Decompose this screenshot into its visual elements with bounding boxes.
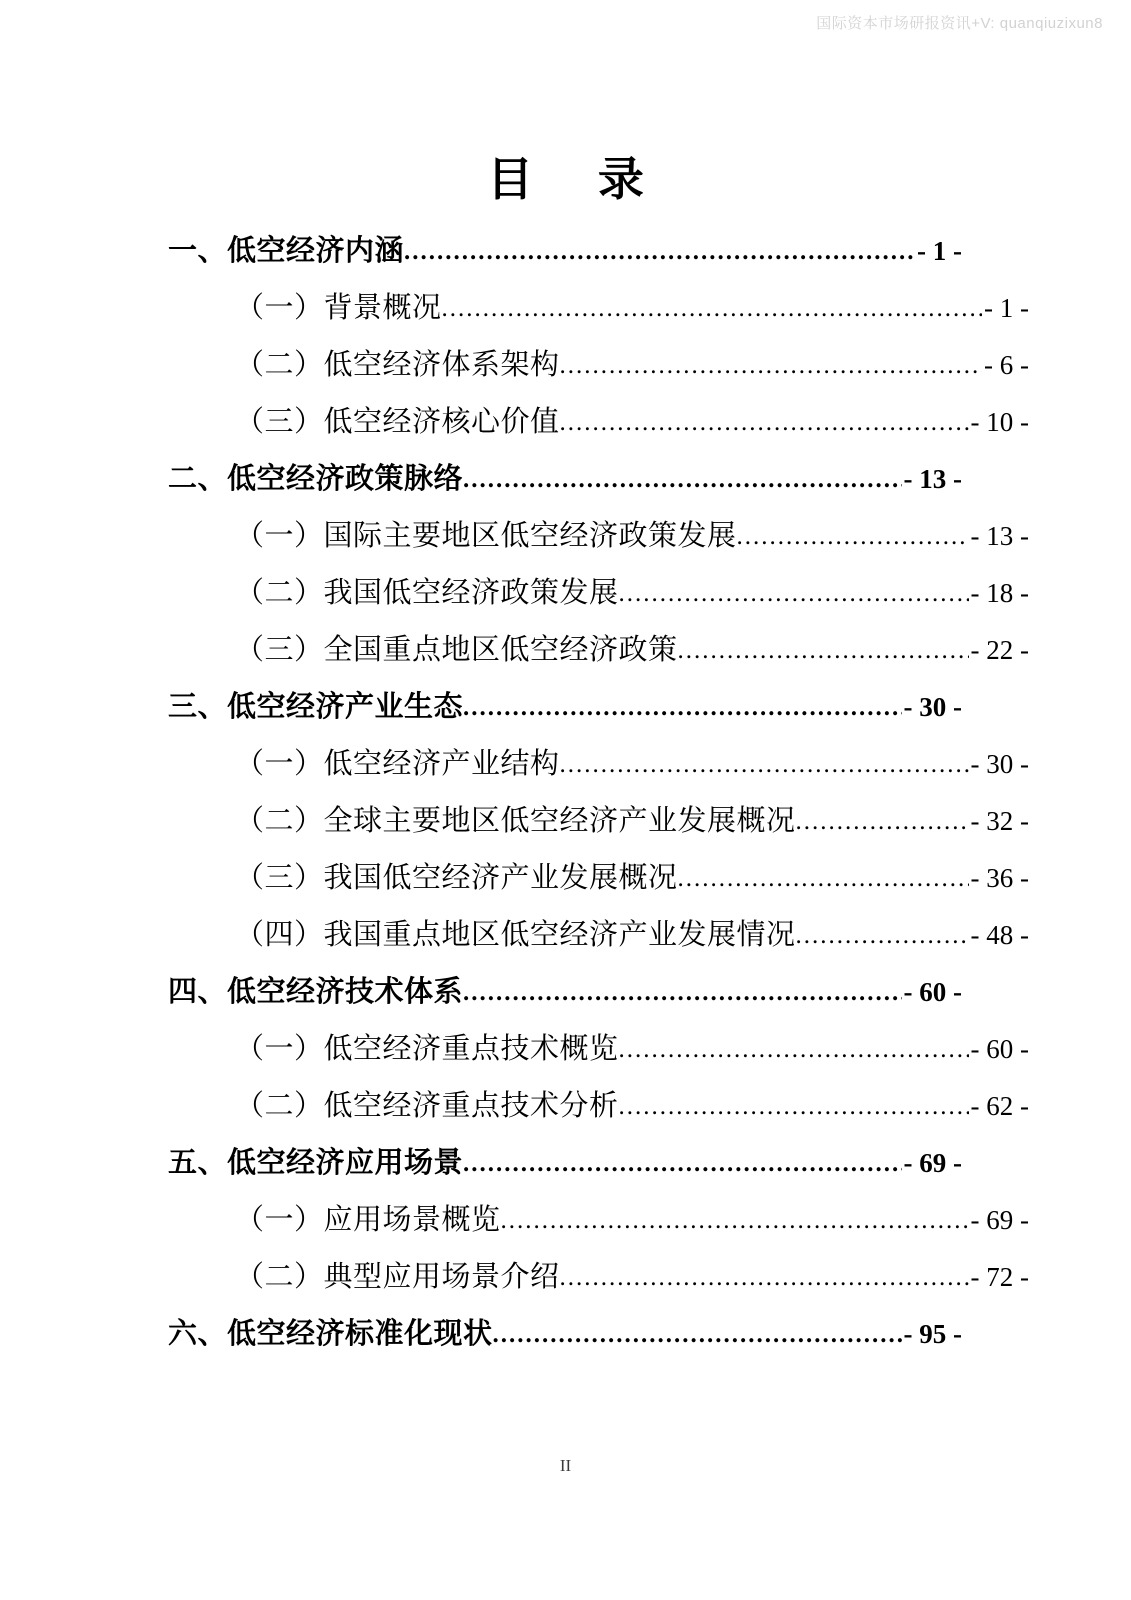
toc-dot-leader	[404, 238, 915, 266]
toc-dot-leader	[560, 352, 983, 380]
toc-entry[interactable]	[168, 627, 1029, 684]
toc-entry-page-number: - 60 -	[903, 977, 962, 1007]
toc-entry-page-number: - 22 -	[970, 635, 1029, 665]
toc-entry-label: （三）我国低空经济产业发展概况	[235, 862, 678, 894]
toc-entry[interactable]	[168, 342, 1029, 399]
page-title: 目 录	[487, 153, 670, 205]
toc-entry-page-number: - 1 -	[984, 293, 1029, 323]
toc-entry[interactable]	[168, 969, 962, 1026]
toc-entry[interactable]	[168, 912, 1029, 969]
toc-entry[interactable]	[168, 798, 1029, 855]
toc-entry[interactable]	[168, 1311, 962, 1368]
toc-entry[interactable]	[168, 1026, 1029, 1083]
toc-entry-page-number: - 60 -	[970, 1034, 1029, 1064]
toc-entry-page-number: - 32 -	[970, 806, 1029, 836]
toc-entry-label: （一）低空经济产业结构	[235, 748, 560, 780]
toc-dot-leader	[619, 1036, 969, 1064]
toc-entry[interactable]	[168, 1197, 1029, 1254]
toc-dot-leader	[678, 865, 969, 893]
toc-entry[interactable]	[168, 1140, 962, 1197]
header-watermark: 国际资本市场研报资讯+V: quanqiuzixun8	[816, 15, 1103, 32]
toc-dot-leader	[796, 808, 969, 836]
toc-entry-label: （二）全球主要地区低空经济产业发展概况	[235, 805, 796, 837]
toc-entry[interactable]	[168, 285, 1029, 342]
toc-entry-label: （二）低空经济体系架构	[235, 349, 560, 381]
footer-page-number: II	[559, 1456, 572, 1475]
toc-entry[interactable]	[168, 1254, 1029, 1311]
toc-entry-page-number: - 13 -	[970, 521, 1029, 551]
toc-dot-leader	[501, 1207, 969, 1235]
toc-dot-leader	[678, 637, 969, 665]
toc-entry-label: 四、低空经济技术体系	[168, 976, 464, 1008]
toc-entry-label: （一）低空经济重点技术概览	[235, 1033, 619, 1065]
toc-entry-label: （四）我国重点地区低空经济产业发展情况	[235, 919, 796, 951]
toc-entry[interactable]	[168, 513, 1029, 570]
toc-entry-page-number: - 95 -	[903, 1319, 962, 1349]
toc-dot-leader	[560, 1264, 969, 1292]
toc-dot-leader	[463, 694, 902, 722]
toc-entry-label: （二）我国低空经济政策发展	[235, 577, 619, 609]
toc-entry-label: （一）背景概况	[235, 292, 442, 324]
toc-dot-leader	[560, 751, 969, 779]
toc-entry-page-number: - 18 -	[970, 578, 1029, 608]
table-of-contents	[168, 228, 1029, 1368]
toc-entry-page-number: - 30 -	[970, 749, 1029, 779]
toc-dot-leader	[619, 1093, 969, 1121]
toc-entry-page-number: - 69 -	[903, 1148, 962, 1178]
toc-dot-leader	[463, 466, 902, 494]
toc-dot-leader	[737, 523, 969, 551]
toc-dot-leader	[560, 409, 969, 437]
toc-dot-leader	[619, 580, 969, 608]
toc-entry-page-number: - 72 -	[970, 1262, 1029, 1292]
toc-entry[interactable]	[168, 399, 1029, 456]
toc-entry[interactable]	[168, 456, 962, 513]
toc-entry-page-number: - 62 -	[970, 1091, 1029, 1121]
toc-entry-label: （三）全国重点地区低空经济政策	[235, 634, 678, 666]
toc-dot-leader	[463, 979, 902, 1007]
toc-entry-page-number: - 1 -	[917, 236, 962, 266]
toc-entry-label: 三、低空经济产业生态	[168, 691, 464, 723]
toc-entry-label: （一）国际主要地区低空经济政策发展	[235, 520, 737, 552]
toc-entry[interactable]	[168, 855, 1029, 912]
toc-entry[interactable]	[168, 570, 1029, 627]
toc-entry-page-number: - 13 -	[903, 464, 962, 494]
toc-dot-leader	[463, 1150, 902, 1178]
toc-entry-label: （二）典型应用场景介绍	[235, 1261, 560, 1293]
toc-entry-label: 二、低空经济政策脉络	[168, 463, 464, 495]
toc-entry-page-number: - 36 -	[970, 863, 1029, 893]
toc-entry[interactable]	[168, 741, 1029, 798]
toc-entry-page-number: - 6 -	[984, 350, 1029, 380]
toc-dot-leader	[493, 1321, 902, 1349]
toc-entry-label: 五、低空经济应用场景	[168, 1147, 464, 1179]
toc-entry-page-number: - 30 -	[903, 692, 962, 722]
toc-entry-label: 一、低空经济内涵	[168, 235, 405, 267]
toc-entry-label: 六、低空经济标准化现状	[168, 1318, 493, 1350]
toc-dot-leader	[796, 922, 969, 950]
toc-entry-page-number: - 10 -	[970, 407, 1029, 437]
toc-entry-label: （二）低空经济重点技术分析	[235, 1090, 619, 1122]
toc-entry[interactable]	[168, 684, 962, 741]
toc-entry-page-number: - 48 -	[970, 920, 1029, 950]
toc-entry-label: （三）低空经济核心价值	[235, 406, 560, 438]
toc-entry-label: （一）应用场景概览	[235, 1204, 501, 1236]
toc-entry[interactable]	[168, 228, 962, 285]
toc-entry[interactable]	[168, 1083, 1029, 1140]
toc-dot-leader	[442, 295, 983, 323]
toc-entry-page-number: - 69 -	[970, 1205, 1029, 1235]
